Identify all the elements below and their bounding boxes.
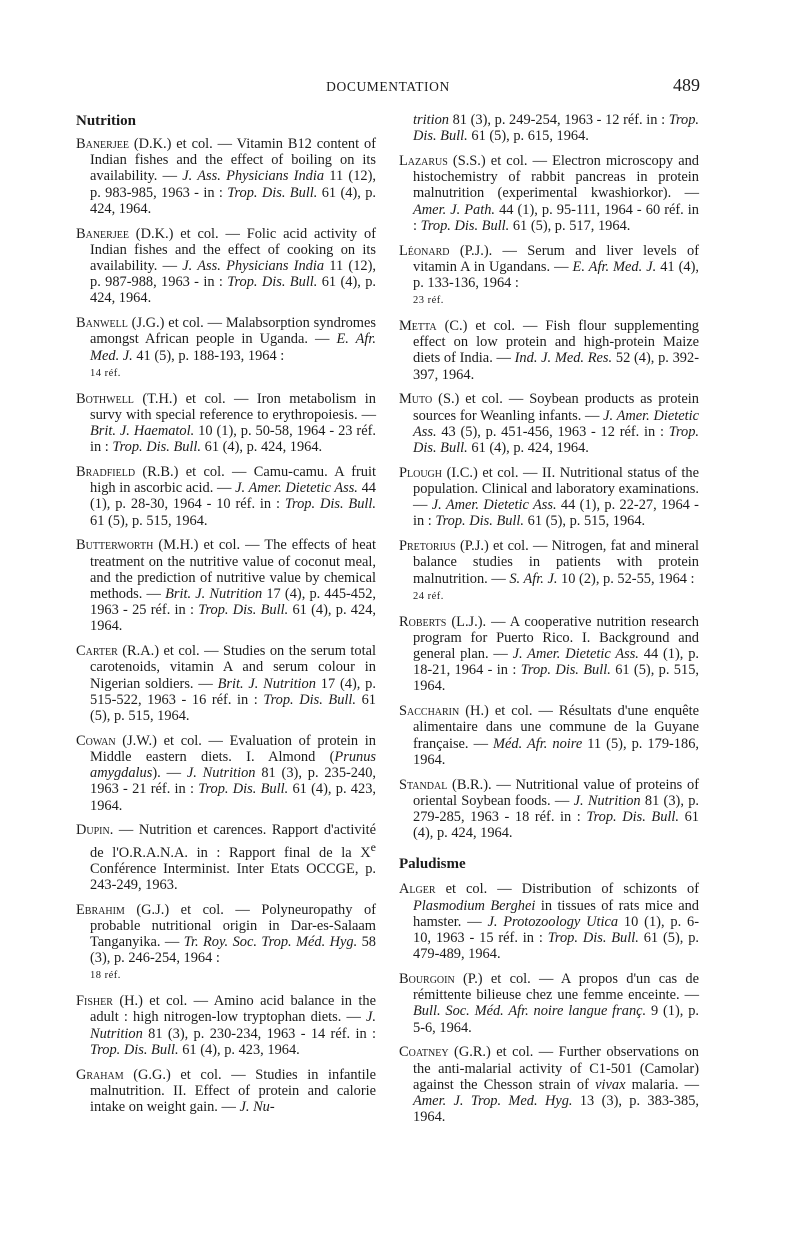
reference-entry: Standal (B.R.). — Nutritional value of proteins of oriental Soybean foods. — J. Nutrition 81 (3), p. 279-285, 1963 - 18 réf. in : Trop. Dis. Bull. 61 (4), p. 424, 1964. [399,776,700,842]
author-name: Plough [399,464,442,481]
reference-entry: Alger et col. — Distribution of schizonts of Plasmodium Berghei in tissues of rats mice and hamster. — J. Protozoology Utica 10 (1), p. 6-10, 1963 - 15 réf. in : Trop. Dis. Bull. 61 (5), p. 479-489, 1964. [399,881,700,963]
reference-entry: Pretorius (P.J.) et col. — Nitrogen, fat and mineral balance studies in patients with protein malnutrition. — S. Afr. J. 10 (2), p. 52-55, 1964 : 24 réf. [399,538,699,602]
reference-entry: Butterworth (M.H.) et col. — The effects of heat treatment on the nutritive value of coconut meal, and the prediction of nutritive value by chemical methods. — Brit. J. Nutrition 17 (4), p. 445-452, 1963 - 25 réf. in : Trop. Dis. Bull. 61 (4), p. 424, 1964. [76,537,376,635]
journal-title: J. Ass. Physicians India [182,168,325,185]
reference-entry: Plough (I.C.) et col. — II. Nutritional status of the population. Clinical and laboratory examinations. — J. Amer. Dietetic Ass. 44 (1), p. 22-27, 1964 - in : Trop. Dis. Bull. 61 (5), p. 515, 1964. [399,464,699,530]
journal-title: J. Amer. Dietetic Ass. [413,407,700,440]
reference-entry: Graham (G.G.) et col. — Studies in infantile malnutrition. II. Effect of protein and calorie intake on weight gain. — J. Nu- [76,1066,376,1116]
journal-title: Trop. Dis. Bull. [520,662,611,679]
species-name: Prunus amygdalus [90,749,376,782]
reference-entry: Dupin. — Nutrition et carences. Rapport d'activité de l'O.R.A.N.A. in : Rapport final de la Xe Conférence Interminist. Inter Etats OCCGE, p. 243-249, 1963. [76,822,376,893]
reference-entry: Saccharin (H.) et col. — Résultats d'une enquête alimentaire dans une commune de la Guyane française. — Méd. Afr. noire 11 (5), p. 179-186, 1964. [399,703,699,768]
author-name: Lazarus [399,153,448,169]
journal-title: S. Afr. J. [509,570,558,587]
right-column [399,112,699,1134]
journal-title: Amer. J. Path. [413,201,496,218]
reference-entry-continuation: trition 81 (3), p. 249-254, 1963 - 12 réf. in : Trop. Dis. Bull. 61 (5), p. 615, 1964. [413,112,699,145]
journal-title: E. Afr. Med. J. [572,258,657,275]
page-number: 489 [673,75,700,95]
section-heading-nutrition: Nutrition [76,113,136,129]
author-name: Butterworth [76,537,154,554]
reference-entry: Bothwell (T.H.) et col. — Iron metabolism in survy with special reference to erythropoiesis. — Brit. J. Haematol. 10 (1), p. 50-58, 1964 - 23 réf. in : Trop. Dis. Bull. 61 (4), p. 424, 1964. [76,390,376,456]
journal-title: E. Afr. Med. J. [90,331,376,364]
reference-entry: Bourgoin (P.) et col. — A propos d'un cas de rémittente bilieuse chez une femme enceinte. — Bull. Soc. Méd. Afr. noire langue franç. 9 (1), p. 5-6, 1964. [399,971,699,1036]
author-name: Muto [399,391,433,408]
journal-title: Trop. Dis. Bull. [586,809,679,826]
author-name: Cowan [76,732,116,749]
reference-entry: Metta (C.) et col. — Fish flour supplementing effect on low protein and high-protein Maize diets of India. — Ind. J. Med. Res. 52 (4), p. 392-397, 1964. [399,318,699,383]
journal-title: trition [413,112,449,128]
author-name: Fisher [76,993,113,1010]
journal-title: J. Nutrition [90,1009,376,1042]
reference-count-note: 14 réf. [90,367,121,379]
reference-entry: Banerjee (D.K.) et col. — Folic acid activity of Indian fishes and the effect of cooking on its availability. — J. Ass. Physicians India 11 (12), p. 987-988, 1963 - in : Trop. Dis. Bull. 61 (4), p. 424, 1964. [76,225,376,307]
journal-title: Trop. Dis. Bull. [420,217,510,234]
author-name: Pretorius [399,538,456,555]
species-name: vivax [595,1076,626,1093]
journal-title: J. Ass. Physicians India [182,258,325,275]
journal-title: Trop. Dis. Bull. [284,496,376,513]
reference-entry: Fisher (H.) et col. — Amino acid balance in the adult : high nitrogen-low tryptophan diets. — J. Nutrition 81 (3), p. 230-234, 1963 - 14 réf. in : Trop. Dis. Bull. 61 (4), p. 423, 1964. [76,993,376,1058]
reference-entry: Banerjee (D.K.) et col. — Vitamin B12 content of Indian fishes and the effect of boiling on its availability. — J. Ass. Physicians India 11 (12), p. 983-985, 1963 - in : Trop. Dis. Bull. 61 (4), p. 424, 1964. [76,136,376,217]
journal-title: Brit. J. Nutrition [165,586,263,603]
author-name: Banwell [76,315,128,332]
journal-title: J. Nu- [239,1099,275,1116]
journal-title: Trop. Dis. Bull. [90,1041,179,1058]
journal-title: Trop. Dis. Bull. [263,691,356,708]
journal-title: Brit. J. Haematol. [90,423,195,440]
journal-title: Trop. Dis. Bull. [227,274,318,291]
journal-title: J. Amer. Dietetic Ass. [235,480,358,497]
reference-entry: Lazarus (S.S.) et col. — Electron microscopy and histochemistry of rabbit pancreas in protein malnutrition (experimental kwashiorkor). — Amer. J. Path. 44 (1), p. 95-111, 1964 - 60 réf. in : Trop. Dis. Bull. 61 (5), p. 517, 1964. [399,153,699,234]
reference-entry: Léonard (P.J.). — Serum and liver levels of vitamin A in Ugandans. — E. Afr. Med. J. 41 (4), p. 133-136, 1964 : 23 réf. [399,242,699,307]
author-name: Bothwell [76,390,134,407]
author-name: Dupin [76,822,110,839]
journal-title: Trop. Dis. Bull. [413,423,699,457]
journal-title: J. Nutrition [573,792,641,809]
author-name: Metta [399,318,437,335]
journal-title: Trop. Dis. Bull. [198,602,289,619]
author-name: Roberts [399,613,447,630]
author-name: Graham [76,1066,124,1083]
reference-count-note: 23 réf. [413,295,444,307]
journal-title: Amer. J. Trop. Med. Hyg. [413,1093,573,1110]
journal-title: Trop. Dis. Bull. [547,930,639,947]
author-name: Coatney [399,1044,449,1061]
journal-title: Trop. Dis. Bull. [112,439,202,456]
author-name: Alger [399,881,436,898]
journal-title: Bull. Soc. Méd. Afr. noire langue franç. [413,1003,647,1020]
author-name: Saccharin [399,703,460,720]
left-column [76,112,376,1124]
reference-entry: Muto (S.) et col. — Soybean products as protein sources for Weanling infants. — J. Amer. Dietetic Ass. 43 (5), p. 451-456, 1963 - 12 réf. in : Trop. Dis. Bull. 61 (4), p. 424, 1964. [399,391,700,457]
author-name: Ebrahim [76,901,125,918]
author-name: Standal [399,776,448,793]
author-name: Banerjee [76,225,129,242]
reference-entry: Banwell (J.G.) et col. — Malabsorption syndromes amongst African people in Uganda. — E. Afr. Med. J. 41 (5), p. 188-193, 1964 : 14 réf. [76,315,376,379]
running-head: DOCUMENTATION [326,79,450,94]
journal-title: Trop. Dis. Bull. [227,184,318,201]
reference-count-note: 18 réf. [90,970,121,982]
section-heading-paludisme: Paludisme [399,856,466,873]
reference-entry: Coatney (G.R.) et col. — Further observations on the anti-malarial activity of C1-501 (Camolar) against the Chesson strain of vivax malaria. — Amer. J. Trop. Med. Hyg. 13 (3), p. 383-385, 1964. [399,1044,700,1126]
author-name: Léonard [399,242,450,259]
journal-title: Brit. J. Nutrition [217,675,316,692]
journal-title: Trop. Dis. Bull. [413,112,699,145]
author-name: Bradfield [76,464,136,481]
reference-entry: Ebrahim (G.J.) et col. — Polyneuropathy of probable nutritional origin in Dar-es-Salaam Tanganyika. — Tr. Roy. Soc. Trop. Méd. Hyg. 58 (3), p. 246-254, 1964 : 18 réf. [76,901,376,982]
page-header [76,77,700,99]
reference-entry: Bradfield (R.B.) et col. — Camu-camu. A fruit high in ascorbic acid. — J. Amer. Dietetic Ass. 44 (1), p. 28-30, 1964 - 10 réf. in : Trop. Dis. Bull. 61 (5), p. 515, 1964. [76,464,376,529]
author-name: Bourgoin [399,971,455,988]
journal-title: J. Protozoology Utica [487,913,619,930]
journal-title: J. Nutrition [186,765,256,782]
journal-title: Méd. Afr. noire [493,735,583,752]
journal-title: Tr. Roy. Soc. Trop. Méd. Hyg. [183,934,358,951]
author-name: Carter [76,643,118,660]
journal-title: Trop. Dis. Bull. [435,513,525,530]
journal-title: J. Amer. Dietetic Ass. [512,646,639,663]
author-name: Banerjee [76,136,129,152]
reference-entry: Cowan (J.W.) et col. — Evaluation of protein in Middle eastern diets. I. Almond (Prunus amygdalus). — J. Nutrition 81 (3), p. 235-240, 1963 - 21 réf. in : Trop. Dis. Bull. 61 (4), p. 423, 1964. [76,732,376,814]
journal-title: Trop. Dis. Bull. [198,781,289,798]
journal-title: J. Amer. Dietetic Ass. [431,497,557,514]
reference-count-note: 24 réf. [413,590,444,602]
reference-entry: Roberts (L.J.). — A cooperative nutrition research program for Puerto Rico. I. Background and general plan. — J. Amer. Dietetic Ass. 44 (1), p. 18-21, 1964 - in : Trop. Dis. Bull. 61 (5), p. 515, 1964. [399,613,699,695]
species-name: Plasmodium Berghei [413,897,536,914]
journal-title: Ind. J. Med. Res. [514,350,613,367]
reference-entry: Carter (R.A.) et col. — Studies on the serum total carotenoids, vitamin A and serum colour in Nigerian soldiers. — Brit. J. Nutrition 17 (4), p. 515-522, 1963 - 16 réf. in : Trop. Dis. Bull. 61 (5), p. 515, 1964. [76,643,376,725]
